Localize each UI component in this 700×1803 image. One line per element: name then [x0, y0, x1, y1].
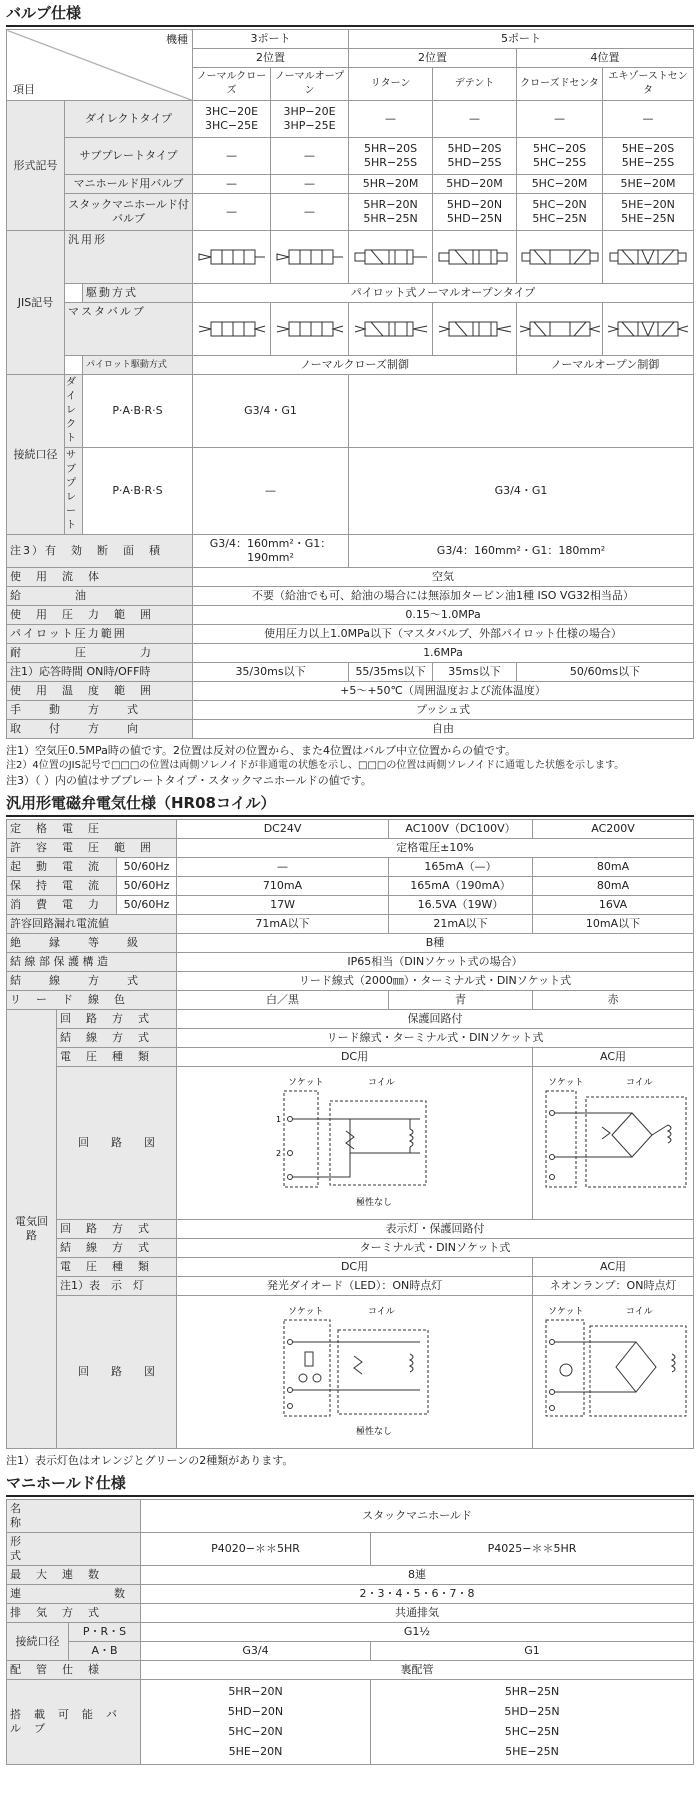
valve-model: 5HE−25N [505, 1745, 559, 1758]
keishiki-label: 形 式 [7, 1533, 141, 1566]
more-label: 許容回路漏れ電流値 [7, 915, 177, 934]
prs-label: P・R・S [69, 1623, 141, 1642]
elec-spec-table [6, 819, 694, 1449]
spec-label: 使 用 流 体 [7, 568, 193, 587]
hz-label: 50/60Hz [117, 858, 177, 877]
conn-sub-5: G3/4・G1 [349, 448, 694, 535]
ab-label: A・B [69, 1642, 141, 1661]
man-val: — [271, 175, 349, 194]
valves-col-2 [371, 1680, 694, 1765]
man-val: 5HD−20M [433, 175, 517, 194]
conn-direct: G3/4・G1 [193, 375, 349, 448]
stack-val: 5HD−20N 5HD−25N [433, 194, 517, 231]
kudou-val: パイロット式ノーマルオープンタイプ [193, 284, 694, 303]
stack-val: — [193, 194, 271, 231]
direct-val: 3HP−20E 3HP−25E [271, 101, 349, 138]
direct-val: — [517, 101, 603, 138]
sub-val: — [271, 138, 349, 175]
spec-val: 自由 [193, 720, 694, 739]
hogo-val: IP65相当（DINソケット式の場合） [177, 953, 694, 972]
sub-val: — [193, 138, 271, 175]
ac-circuit-diagram [533, 1067, 694, 1220]
sub-val: 5HC−20S 5HC−25S [517, 138, 603, 175]
shouhi-val: 16.5VA（19W） [389, 896, 533, 915]
tousai-label: 搭 載 可 能 バ ル ブ [7, 1680, 141, 1765]
haiki-label: 排 気 方 式 [7, 1604, 141, 1623]
koumoku-label: 項目 [13, 83, 35, 96]
port5-header: 5ポート [349, 30, 694, 49]
header-corner [7, 30, 193, 101]
hoji-val: 165mA（190mA） [389, 877, 533, 896]
c2-denatsu-label: 電 圧 種 類 [57, 1258, 177, 1277]
more-val: 21mA以下 [389, 915, 533, 934]
spec-val: 不要（給油でも可、給油の場合には無添加タービン油1種 ISO VG32相当品） [193, 587, 694, 606]
ab-val-1: G3/4 [141, 1642, 371, 1661]
spec-val: 1.6MPa [193, 644, 694, 663]
svg-text:2: 2 [275, 1149, 281, 1158]
ac-you: AC用 [533, 1048, 694, 1067]
valve-model: 5HD−20N [227, 1705, 284, 1718]
setsuzoku-label: 接続口径 [7, 375, 65, 535]
resp-val: 35ms以下 [433, 663, 517, 682]
hogo-label: 結 線 部 保 護 構 造 [7, 953, 177, 972]
kyoyou-label: 許 容 電 圧 範 囲 [7, 839, 177, 858]
kidou-label: 起 動 電 流 [7, 858, 117, 877]
ac-neon-circuit-diagram [533, 1296, 694, 1449]
stack-val: 5HR−20N 5HR−25N [349, 194, 433, 231]
direct-label: ダイレクトタイプ [65, 101, 193, 138]
meishou-val: スタックマニホールド [141, 1500, 694, 1533]
zetsuen-val: B種 [177, 934, 694, 953]
valve-model: 5HD−25N [504, 1705, 560, 1718]
subplate-s-label: サブプレート [65, 448, 83, 535]
lead-val: 赤 [533, 991, 694, 1010]
meishou-label: 名 称 [7, 1500, 141, 1533]
resp-val: 35/30ms以下 [193, 663, 349, 682]
kyokusei-label: 極性なし [355, 1198, 392, 1208]
elec-note: 注1）表示灯色はオレンジとグリーンの2種類があります。 [6, 1454, 294, 1467]
direct-val: — [433, 101, 517, 138]
no-ctrl: ノーマルオープン制御 [517, 356, 694, 375]
kidou-val: 165mA（—） [389, 858, 533, 877]
resp-val: 50/60ms以下 [517, 663, 694, 682]
c1-kairo-label: 回 路 方 式 [57, 1010, 177, 1029]
hz-label: 50/60Hz [117, 896, 177, 915]
note-1: 注1）空気圧0.5MPa時の値です。2位置は反対の位置から、また4位置はバルブ中立位置からの値です。 [6, 744, 517, 757]
valve-model: 5HC−20N [228, 1725, 283, 1738]
valve-type-header: リターン [349, 68, 433, 101]
spec-label: 給 油 [7, 587, 193, 606]
elec-spec-title: 汎用形電磁弁電気仕様（HR08コイル） [6, 792, 694, 817]
port3-header: 3ポート [193, 30, 349, 49]
master-symbol-detent [433, 303, 517, 356]
ab-val-2: G1 [371, 1642, 694, 1661]
master-symbol-no [271, 303, 349, 356]
coil-label: コイル [626, 1078, 653, 1088]
valves-col-1 [141, 1680, 371, 1765]
jis-symbol-no [271, 231, 349, 284]
keishiki-label: 形式記号 [7, 101, 65, 231]
spec-val: 0.15〜1.0MPa [193, 606, 694, 625]
shouhi-val: 17W [177, 896, 389, 915]
valve-notes [6, 743, 694, 788]
valve-model: 5HE−20N [228, 1745, 283, 1758]
ac200: AC200V [533, 820, 694, 839]
note-2: 注2）4位置のJIS記号で□□□の位置は両側ソレノイドが非通電の状態を示し、□□□の位置は両側ソレノイドに通電した状態を示します。 [6, 760, 625, 771]
resp-val: 55/35ms以下 [349, 663, 433, 682]
pos2-header: 2位置 [193, 49, 349, 68]
pabrs-label: P·A·B·R·S [83, 448, 193, 535]
lead-val: 青 [389, 991, 533, 1010]
zetsuen-label: 絶 縁 等 級 [7, 934, 177, 953]
valve-type-header: エキゾーストセンタ [603, 68, 694, 101]
kishu-label: 機種 [166, 33, 189, 46]
pos4-header: 4位置 [517, 49, 694, 68]
mani-setsuzoku-label: 接続口径 [7, 1623, 69, 1661]
more-val: 71mA以下 [177, 915, 389, 934]
jis-symbol-return [349, 231, 433, 284]
nc-ctrl: ノーマルクローズ制御 [193, 356, 517, 375]
conn-direct-5 [349, 375, 694, 448]
direct-val: — [603, 101, 694, 138]
manifold-label: マニホールド用バルブ [65, 175, 193, 194]
neon-val: ネオンランプ：ON時点灯 [533, 1277, 694, 1296]
more-val: 10mA以下 [533, 915, 694, 934]
valve-spec-title: バルブ仕様 [6, 2, 694, 27]
c2-kairo-label: 回 路 方 式 [57, 1220, 177, 1239]
saidai-label: 最 大 連 数 [7, 1566, 141, 1585]
master-symbol-closed-center [517, 303, 603, 356]
master-label: マスタバルブ [65, 303, 193, 356]
valve-type-header: ノーマルオープン [271, 68, 349, 101]
haikan-val: 裏配管 [141, 1661, 694, 1680]
socket-label: ソケット [287, 1307, 323, 1317]
jis-symbol-nc [193, 231, 271, 284]
pabrs-label: P·A·B·R·S [83, 375, 193, 448]
dc-you: DC用 [177, 1258, 533, 1277]
hoji-val: 80mA [533, 877, 694, 896]
c1-kairo-val: 保護回路付 [177, 1010, 694, 1029]
stack-val: 5HE−20N 5HE−25N [603, 194, 694, 231]
model-1: P4020−＊＊5HR [141, 1533, 371, 1566]
yuukou-5: G3/4：160mm²・G1：180mm² [349, 535, 694, 568]
jis-symbol-closed-center [517, 231, 603, 284]
master-symbol-return [349, 303, 433, 356]
hoji-label: 保 持 電 流 [7, 877, 117, 896]
man-val: — [193, 175, 271, 194]
direct-val: — [349, 101, 433, 138]
jis-symbol-detent [433, 231, 517, 284]
sub-val: 5HE−20S 5HE−25S [603, 138, 694, 175]
spec-val: 空気 [193, 568, 694, 587]
hz-label: 50/60Hz [117, 877, 177, 896]
rensu-val: 2・3・4・5・6・7・8 [141, 1585, 694, 1604]
teikaku-label: 定 格 電 圧 [7, 820, 177, 839]
man-val: 5HC−20M [517, 175, 603, 194]
dc24: DC24V [177, 820, 389, 839]
spec-label: 使 用 圧 力 範 囲 [7, 606, 193, 625]
valve-model: 5HR−25N [504, 1685, 560, 1698]
kyokusei-label: 極性なし [355, 1427, 392, 1437]
direct-val: 3HC−20E 3HC−25E [193, 101, 271, 138]
ac100: AC100V（DC100V） [389, 820, 533, 839]
kessen-val: リード線式（2000㎜）・ターミナル式・DINソケット式 [177, 972, 694, 991]
coil-label: コイル [626, 1307, 653, 1317]
conn-sub-3: — [193, 448, 349, 535]
haikan-label: 配 管 仕 様 [7, 1661, 141, 1680]
coil-label: コイル [367, 1307, 395, 1317]
stack-val: 5HC−20N 5HC−25N [517, 194, 603, 231]
led-val: 発光ダイオード（LED）：ON時点灯 [177, 1277, 533, 1296]
master-symbol-exhaust-center [603, 303, 694, 356]
jis-symbol-exhaust-center [603, 231, 694, 284]
shouhi-val: 16VA [533, 896, 694, 915]
coil-label: コイル [367, 1078, 395, 1088]
kudou-label: 駆動方式 [83, 284, 193, 303]
hyoujitou-label: 注1）表 示 灯 [57, 1277, 177, 1296]
prs-val: G1½ [141, 1623, 694, 1642]
kidou-val: 80mA [533, 858, 694, 877]
lead-label: リ ー ド 線 色 [7, 991, 177, 1010]
sub-val: 5HR−20S 5HR−25S [349, 138, 433, 175]
haiki-val: 共通排気 [141, 1604, 694, 1623]
valve-model: 5HC−25N [504, 1725, 560, 1738]
c2-kessen-label: 結 線 方 式 [57, 1239, 177, 1258]
spec-val: プッシュ式 [193, 701, 694, 720]
valve-type-header: デテント [433, 68, 517, 101]
pos2b-header: 2位置 [349, 49, 517, 68]
pilot-kudou-label: パイロット駆動方式 [83, 356, 193, 375]
svg-text:1: 1 [275, 1115, 281, 1124]
c2-kairo-val: 表示灯・保護回路付 [177, 1220, 694, 1239]
kessen-label: 結 線 方 式 [7, 972, 177, 991]
socket-label: ソケット [287, 1078, 323, 1088]
spec-label: 取 付 方 向 [7, 720, 193, 739]
denki-label: 電気回路 [7, 1010, 57, 1449]
stack-val: — [271, 194, 349, 231]
socket-label: ソケット [548, 1078, 584, 1088]
hoji-val: 710mA [177, 877, 389, 896]
kairozu-label: 回 路 図 [57, 1067, 177, 1220]
hanyou-label: 汎用形 [65, 231, 193, 284]
c1-denatsu-label: 電 圧 種 類 [57, 1048, 177, 1067]
mani-spec-table [6, 1499, 694, 1765]
valve-model: 5HR−20N [228, 1685, 283, 1698]
note-3: 注3）（ ）内の値はサブプレートタイプ・スタックマニホールドの値です。 [6, 774, 372, 787]
spec-label: 耐 圧 力 [7, 644, 193, 663]
dc-circuit-diagram [177, 1067, 533, 1220]
jis-label: JIS記号 [7, 231, 65, 375]
saidai-val: 8連 [141, 1566, 694, 1585]
c2-kessen-val: ターミナル式・DINソケット式 [177, 1239, 694, 1258]
yuukou-3: G3/4：160mm²・G1：190mm² [193, 535, 349, 568]
man-val: 5HE−20M [603, 175, 694, 194]
rensu-label: 連 数 [7, 1585, 141, 1604]
yuukou-label: 注3）有 効 断 面 積 [7, 535, 193, 568]
kidou-val: — [177, 858, 389, 877]
master-symbol-nc [193, 303, 271, 356]
lead-val: 白／黒 [177, 991, 389, 1010]
valve-type-header: クローズドセンタ [517, 68, 603, 101]
valve-spec-table [6, 29, 694, 739]
man-val: 5HR−20M [349, 175, 433, 194]
dc-led-circuit-diagram [177, 1296, 533, 1449]
sub-val: 5HD−20S 5HD−25S [433, 138, 517, 175]
c1-kessen-label: 結 線 方 式 [57, 1029, 177, 1048]
valve-type-header: ノーマルクローズ [193, 68, 271, 101]
mani-spec-title: マニホールド仕様 [6, 1472, 694, 1497]
spec-val: 使用圧力以上1.0MPa以下（マスタバルブ、外部パイロット仕様の場合） [193, 625, 694, 644]
shouhi-label: 消 費 電 力 [7, 896, 117, 915]
stack-label: スタックマニホールド付バルブ [65, 194, 193, 231]
kairozu-label-2: 回 路 図 [57, 1296, 177, 1449]
spec-label: 使 用 温 度 範 囲 [7, 682, 193, 701]
direct-s-label: ダイレクト [65, 375, 83, 448]
ac-you: AC用 [533, 1258, 694, 1277]
resp-label: 注1）応答時間 ON時/OFF時 [7, 663, 193, 682]
socket-label: ソケット [548, 1307, 584, 1317]
model-2: P4025−＊＊5HR [371, 1533, 694, 1566]
spec-label: 手 動 方 式 [7, 701, 193, 720]
kyoyou-val: 定格電圧±10% [177, 839, 694, 858]
dc-you: DC用 [177, 1048, 533, 1067]
spec-val: +5〜+50℃（周囲温度および流体温度） [193, 682, 694, 701]
c1-kessen-val: リード線式・ターミナル式・DINソケット式 [177, 1029, 694, 1048]
subplate-label: サブプレートタイプ [65, 138, 193, 175]
spec-label: パイロット圧力範囲 [7, 625, 193, 644]
